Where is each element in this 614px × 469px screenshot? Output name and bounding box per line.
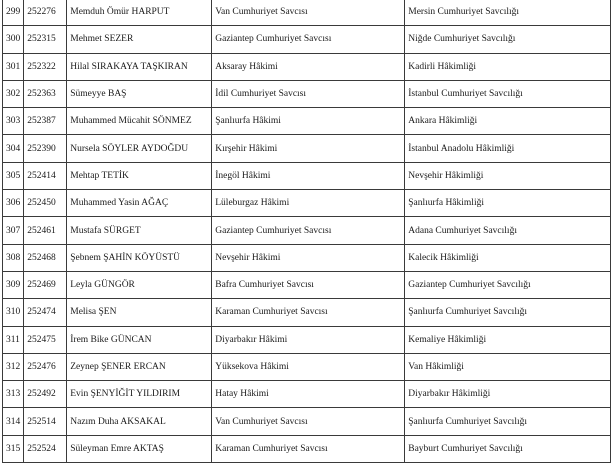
table-row — [3, 162, 611, 189]
new-post-cell: Bayburt Cumhuriyet Savcılığı — [405, 435, 611, 462]
table-row — [3, 326, 611, 353]
person-name-cell: Leyla GÜNGÖR — [67, 271, 212, 298]
row-number-cell: 310 — [3, 299, 24, 326]
person-name-cell: İrem Bike GÜNCAN — [67, 326, 212, 353]
row-number-cell: 312 — [3, 353, 24, 380]
person-name-cell: Muhammed Mücahit SÖNMEZ — [67, 108, 212, 135]
new-post-cell: Ankara Hâkimliği — [405, 108, 611, 135]
person-name-cell: Mehmet SEZER — [67, 26, 212, 53]
table-row — [3, 217, 611, 244]
row-number-cell: 300 — [3, 26, 24, 53]
current-post-cell: Lüleburgaz Hâkimi — [212, 190, 405, 217]
current-post-cell: Karaman Cumhuriyet Savcısı — [212, 435, 405, 462]
table-row — [3, 271, 611, 298]
new-post-cell: Van Hâkimliği — [405, 353, 611, 380]
current-post-cell: Gaziantep Cumhuriyet Savcısı — [212, 217, 405, 244]
person-name-cell: Mustafa SÜRGET — [67, 217, 212, 244]
person-name-cell: Melisa ŞEN — [67, 299, 212, 326]
table-body — [3, 0, 611, 463]
registry-number-cell: 252363 — [24, 80, 67, 107]
new-post-cell: Şanlıurfa Cumhuriyet Savcılığı — [405, 408, 611, 435]
row-number-cell: 308 — [3, 244, 24, 271]
registry-number-cell: 252524 — [24, 435, 67, 462]
person-name-cell: Muhammed Yasin AĞAÇ — [67, 190, 212, 217]
new-post-cell: Kadirli Hâkimliği — [405, 53, 611, 80]
registry-number-cell: 252514 — [24, 408, 67, 435]
new-post-cell: Adana Cumhuriyet Savcılığı — [405, 217, 611, 244]
current-post-cell: Aksaray Hâkimi — [212, 53, 405, 80]
current-post-cell: Kırşehir Hâkimi — [212, 135, 405, 162]
row-number-cell: 304 — [3, 135, 24, 162]
person-name-cell: Zeynep ŞENER ERCAN — [67, 353, 212, 380]
table-row — [3, 408, 611, 435]
new-post-cell: Kemaliye Hâkimliği — [405, 326, 611, 353]
table-row — [3, 299, 611, 326]
current-post-cell: Bafra Cumhuriyet Savcısı — [212, 271, 405, 298]
new-post-cell: Niğde Cumhuriyet Savcılığı — [405, 26, 611, 53]
appointment-table — [2, 0, 611, 463]
table-row — [3, 353, 611, 380]
registry-number-cell: 252474 — [24, 299, 67, 326]
new-post-cell: Şanlıurfa Hâkimliği — [405, 190, 611, 217]
current-post-cell: Nevşehir Hâkimi — [212, 244, 405, 271]
registry-number-cell: 252475 — [24, 326, 67, 353]
new-post-cell: Diyarbakır Hâkimliği — [405, 381, 611, 408]
registry-number-cell: 252414 — [24, 162, 67, 189]
person-name-cell: Mehtap TETİK — [67, 162, 212, 189]
table-row — [3, 381, 611, 408]
person-name-cell: Nursela SÖYLER AYDOĞDU — [67, 135, 212, 162]
person-name-cell: Memduh Ömür HARPUT — [67, 0, 212, 26]
current-post-cell: Van Cumhuriyet Savcısı — [212, 0, 405, 26]
row-number-cell: 307 — [3, 217, 24, 244]
table-row — [3, 80, 611, 107]
table-row — [3, 135, 611, 162]
new-post-cell: Nevşehir Hâkimliği — [405, 162, 611, 189]
table-row — [3, 53, 611, 80]
current-post-cell: İdil Cumhuriyet Savcısı — [212, 80, 405, 107]
person-name-cell: Süleyman Emre AKTAŞ — [67, 435, 212, 462]
registry-number-cell: 252387 — [24, 108, 67, 135]
new-post-cell: Gaziantep Cumhuriyet Savcılığı — [405, 271, 611, 298]
table-row — [3, 190, 611, 217]
current-post-cell: İnegöl Hâkimi — [212, 162, 405, 189]
current-post-cell: Diyarbakır Hâkimi — [212, 326, 405, 353]
current-post-cell: Şanlıurfa Hâkimi — [212, 108, 405, 135]
person-name-cell: Hilal SIRAKAYA TAŞKIRAN — [67, 53, 212, 80]
row-number-cell: 313 — [3, 381, 24, 408]
table-row — [3, 0, 611, 26]
registry-number-cell: 252476 — [24, 353, 67, 380]
row-number-cell: 299 — [3, 0, 24, 26]
row-number-cell: 314 — [3, 408, 24, 435]
current-post-cell: Gaziantep Cumhuriyet Savcısı — [212, 26, 405, 53]
table-row — [3, 244, 611, 271]
person-name-cell: Şebnem ŞAHİN KÖYÜSTÜ — [67, 244, 212, 271]
row-number-cell: 306 — [3, 190, 24, 217]
new-post-cell: İstanbul Cumhuriyet Savcılığı — [405, 80, 611, 107]
new-post-cell: İstanbul Anadolu Hâkimliği — [405, 135, 611, 162]
table-row — [3, 108, 611, 135]
row-number-cell: 309 — [3, 271, 24, 298]
new-post-cell: Mersin Cumhuriyet Savcılığı — [405, 0, 611, 26]
row-number-cell: 311 — [3, 326, 24, 353]
person-name-cell: Nazım Duha AKSAKAL — [67, 408, 212, 435]
current-post-cell: Hatay Hâkimi — [212, 381, 405, 408]
row-number-cell: 305 — [3, 162, 24, 189]
current-post-cell: Van Cumhuriyet Savcısı — [212, 408, 405, 435]
row-number-cell: 315 — [3, 435, 24, 462]
registry-number-cell: 252390 — [24, 135, 67, 162]
new-post-cell: Kalecik Hâkimliği — [405, 244, 611, 271]
registry-number-cell: 252276 — [24, 0, 67, 26]
registry-number-cell: 252468 — [24, 244, 67, 271]
table-row — [3, 435, 611, 462]
registry-number-cell: 252469 — [24, 271, 67, 298]
current-post-cell: Yüksekova Hâkimi — [212, 353, 405, 380]
row-number-cell: 302 — [3, 80, 24, 107]
registry-number-cell: 252315 — [24, 26, 67, 53]
new-post-cell: Şanlıurfa Cumhuriyet Savcılığı — [405, 299, 611, 326]
registry-number-cell: 252461 — [24, 217, 67, 244]
person-name-cell: Sümeyye BAŞ — [67, 80, 212, 107]
registry-number-cell: 252450 — [24, 190, 67, 217]
registry-number-cell: 252492 — [24, 381, 67, 408]
row-number-cell: 301 — [3, 53, 24, 80]
table-row — [3, 26, 611, 53]
person-name-cell: Evin ŞENYİĞİT YILDIRIM — [67, 381, 212, 408]
registry-number-cell: 252322 — [24, 53, 67, 80]
row-number-cell: 303 — [3, 108, 24, 135]
current-post-cell: Karaman Cumhuriyet Savcısı — [212, 299, 405, 326]
